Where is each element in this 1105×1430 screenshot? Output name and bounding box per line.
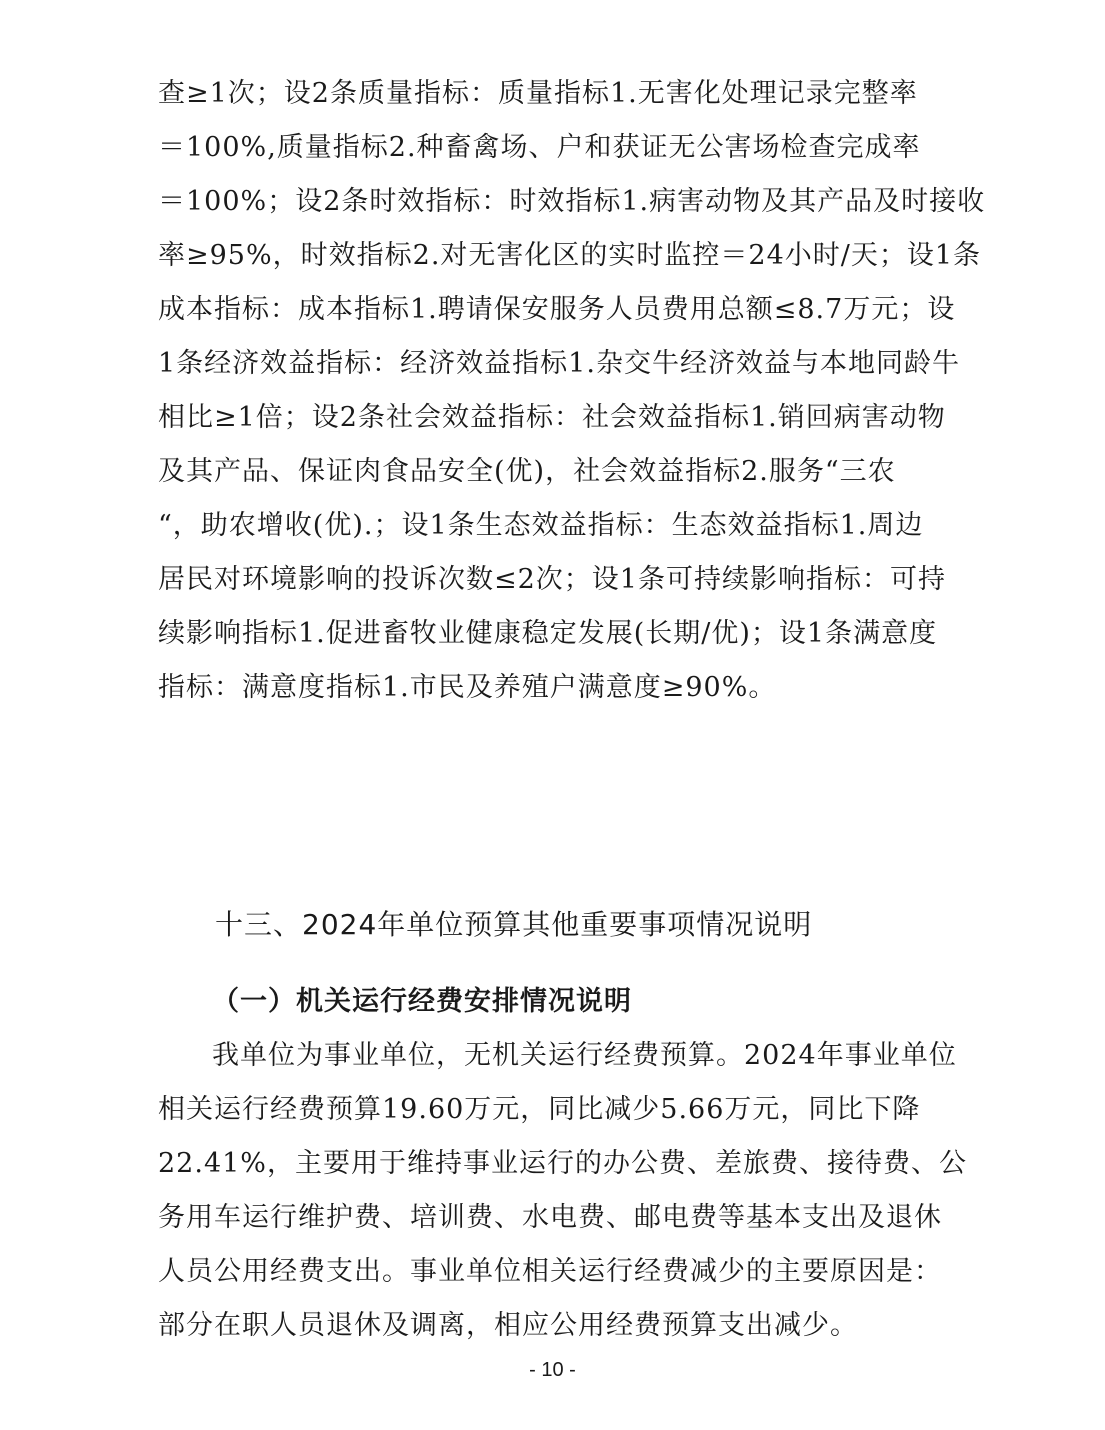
paragraph-line: 我单位为事业单位，无机关运行经费预算。2024年事业单位 (212, 1040, 957, 1071)
paragraph-line: 续影响指标1.促进畜牧业健康稳定发展(长期/优)；设1条满意度 (158, 618, 938, 649)
paragraph-line: 指标：满意度指标1.市民及养殖户满意度≥90%。 (158, 672, 777, 703)
paragraph-line: 务用车运行维护费、培训费、水电费、邮电费等基本支出及退休 (158, 1202, 942, 1233)
paragraph-line: 率≥95%，时效指标2.对无害化区的实时监控＝24小时/天；设1条 (158, 240, 982, 271)
paragraph-line: 相关运行经费预算19.60万元，同比减少5.66万元，同比下降 (158, 1094, 921, 1125)
section-heading: 十三、2024年单位预算其他重要事项情况说明 (215, 908, 813, 941)
paragraph-line: 22.41%，主要用于维持事业运行的办公费、差旅费、接待费、公 (158, 1148, 967, 1179)
paragraph-line: 人员公用经费支出。事业单位相关运行经费减少的主要原因是： (158, 1256, 942, 1287)
paragraph-line: 相比≥1倍；设2条社会效益指标：社会效益指标1.销回病害动物 (158, 402, 946, 433)
paragraph-line: 成本指标：成本指标1.聘请保安服务人员费用总额≤8.7万元；设 (158, 294, 956, 325)
paragraph-line: “，助农增收(优).；设1条生态效益指标：生态效益指标1.周边 (158, 510, 924, 541)
subsection-heading: （一）机关运行经费安排情况说明 (212, 986, 632, 1017)
paragraph-line: 1条经济效益指标：经济效益指标1.杂交牛经济效益与本地同龄牛 (158, 348, 960, 379)
paragraph-line: ＝100%；设2条时效指标：时效指标1.病害动物及其产品及时接收 (158, 186, 986, 217)
paragraph-line: 查≥1次；设2条质量指标：质量指标1.无害化处理记录完整率 (158, 78, 918, 109)
paragraph-line: ＝100%,质量指标2.种畜禽场、户和获证无公害场检查完成率 (158, 132, 921, 163)
paragraph-line: 居民对环境影响的投诉次数≤2次；设1条可持续影响指标：可持 (158, 564, 946, 595)
paragraph-line: 及其产品、保证肉食品安全(优)，社会效益指标2.服务“三农 (158, 456, 896, 487)
paragraph-line: 部分在职人员退休及调离，相应公用经费预算支出减少。 (158, 1310, 858, 1341)
page-number: - 10 - (529, 1359, 576, 1381)
